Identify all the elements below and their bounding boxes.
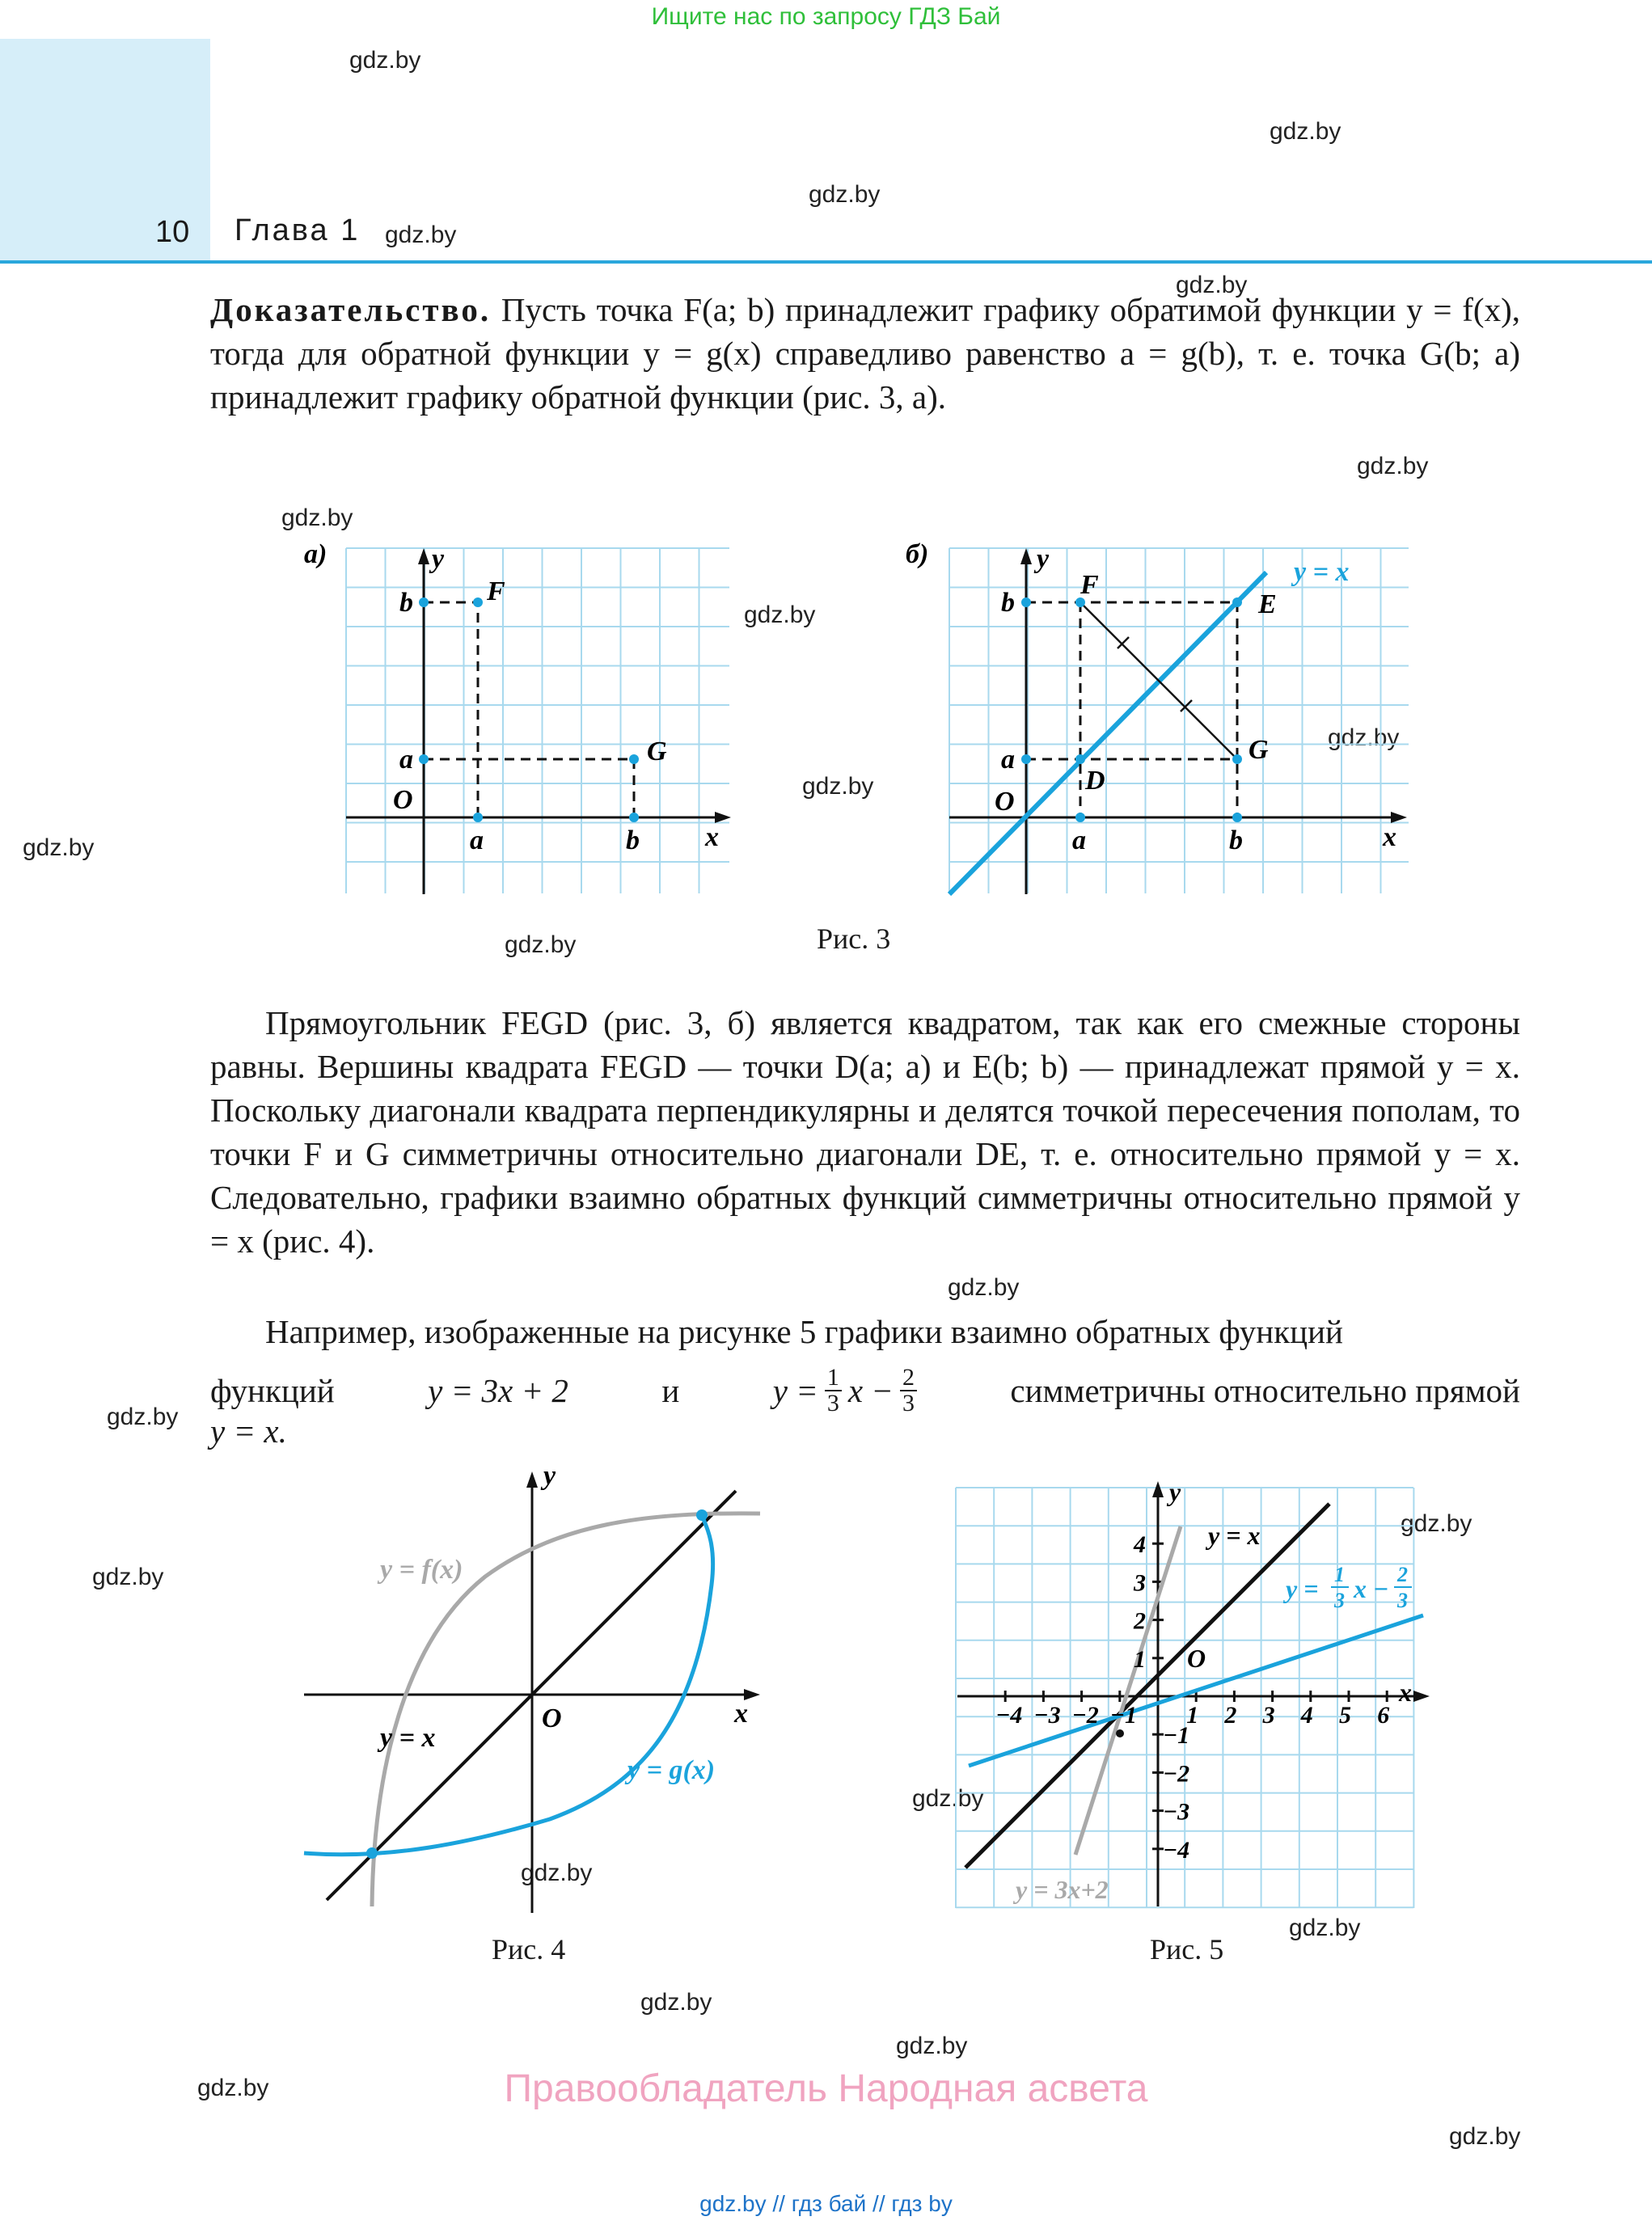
- fig4-line-label: y = x: [380, 1723, 436, 1753]
- fig5-x-tick-label: 4: [1300, 1701, 1313, 1729]
- figure-3a: [304, 538, 741, 902]
- fig5-y-label: y: [1169, 1477, 1181, 1506]
- fig5-blue-num2: 2: [1397, 1563, 1408, 1586]
- figure-3b: [906, 538, 1423, 902]
- watermark: gdz.by: [1270, 118, 1341, 145]
- example-paragraph-line3: y = x.: [210, 1412, 287, 1450]
- example-paragraph-line2: [210, 1358, 1520, 1423]
- fig5-x-tick-label: 2: [1224, 1701, 1237, 1729]
- watermark: gdz.by: [521, 1860, 593, 1886]
- fig5-x-label: x: [1399, 1678, 1412, 1707]
- fig3-caption: Рис. 3: [817, 923, 891, 955]
- figure-5: [954, 1477, 1439, 1932]
- fig3a-ytick-a: a: [399, 745, 413, 775]
- fraction-den: 3: [902, 1390, 915, 1416]
- fig4-caption: Рис. 4: [492, 1933, 566, 1965]
- fig3b-xtick-b: b: [1229, 825, 1243, 855]
- example-paragraph-line1: Например, изображенные на рисунке 5 графики взаимно обратных функций: [265, 1313, 1343, 1350]
- fraction-num: 1: [825, 1366, 842, 1391]
- watermark: gdz.by: [92, 1564, 164, 1590]
- page-number: 10: [155, 215, 190, 249]
- fig3a-y-label: y: [432, 544, 445, 574]
- watermark: gdz.by: [640, 1989, 712, 2016]
- fig3a-label: а): [304, 539, 327, 569]
- fig5-line-label: y = x: [1208, 1521, 1261, 1550]
- watermark: gdz.by: [197, 2075, 269, 2101]
- watermark: gdz.by: [802, 773, 874, 800]
- fig5-gray-label: y = 3x+2: [1016, 1875, 1109, 1904]
- watermark: gdz.by: [23, 834, 95, 861]
- fig5-x-tick-label: −3: [1033, 1701, 1061, 1729]
- proof-lead: Доказательство.: [210, 291, 492, 328]
- fig4-f-label: y = f(x): [380, 1555, 463, 1585]
- fig5-x-tick-label: 3: [1262, 1701, 1275, 1729]
- formula-f2-mid: x −: [847, 1372, 894, 1409]
- fig5-y-tick-label: −4: [1163, 1836, 1190, 1864]
- fig3a-F: F: [487, 576, 505, 606]
- fig5-x-tick-label: −4: [995, 1701, 1023, 1729]
- fig5-x-tick-label: −1: [1109, 1701, 1137, 1729]
- copyright-owner: Правообладатель Народная асвета: [504, 2067, 1148, 2110]
- fraction-1-3: [825, 1366, 842, 1416]
- watermark: gdz.by: [896, 2033, 968, 2059]
- proof-paragraph: [210, 288, 1520, 419]
- fig3b-x-label: x: [1383, 822, 1396, 852]
- fig5-origin: O: [1187, 1644, 1206, 1673]
- top-banner: Ищите нас по запросу ГДЗ Бай: [651, 3, 1001, 30]
- fig3b-origin: O: [995, 787, 1015, 817]
- fig5-x-tick-label: 1: [1186, 1701, 1199, 1729]
- fig5-y-tick-label: −3: [1163, 1798, 1190, 1826]
- word-functions: функций: [210, 1372, 335, 1409]
- fig3a-x-label: x: [705, 822, 719, 852]
- square-paragraph: Прямоугольник FEGD (рис. 3, б) является квадратом, так как его смежные стороны равны. Вершины квадрата FEGD — точки D(a; a) и E(b; b) — принадлежат прямой y = x. Поскольку диагонали квадрата перпендикулярны и делятся точкой пересечения пополам, то точки F и G симметричны относительно диагонали DE, т. е. относительно прямой y = x. Следовательно, графики взаимно обратных функций симметричны относительно прямой y = x (рис. 4).: [210, 1004, 1520, 1260]
- fig3b-ytick-a: a: [1001, 745, 1015, 775]
- fig5-y-tick-label: 1: [1134, 1645, 1146, 1673]
- fig5-y-tick-label: −1: [1163, 1722, 1190, 1750]
- fig3b-G: G: [1249, 735, 1269, 765]
- watermark: gdz.by: [349, 47, 421, 74]
- fig5-caption: Рис. 5: [1150, 1933, 1224, 1965]
- fraction-den: 3: [826, 1390, 839, 1416]
- watermark: gdz.by: [505, 931, 577, 958]
- fig5-blue-lhs: y =: [1286, 1574, 1319, 1603]
- fig3a-ytick-b: b: [399, 588, 413, 618]
- fig3b-y-label: y: [1037, 544, 1050, 574]
- fig3b-E: E: [1258, 589, 1277, 619]
- fig5-blue-den2: 3: [1397, 1589, 1408, 1612]
- fig4-origin: O: [542, 1704, 562, 1733]
- fig3a-G: G: [647, 737, 667, 766]
- watermark: gdz.by: [744, 602, 816, 628]
- fig5-x-tick-label: 5: [1339, 1701, 1351, 1729]
- fig5-blue-mid: x −: [1354, 1574, 1389, 1603]
- watermark: gdz.by: [809, 181, 881, 208]
- fig5-blue-num1: 1: [1334, 1563, 1345, 1586]
- watermark: gdz.by: [1449, 2123, 1521, 2150]
- word-and: и: [661, 1372, 680, 1409]
- fig4-x-label: x: [734, 1699, 748, 1729]
- footer-links[interactable]: gdz.by // гдз бай // гдз by: [699, 2191, 953, 2216]
- watermark: gdz.by: [385, 222, 457, 248]
- watermark: gdz.by: [1357, 453, 1429, 479]
- figure-4: [299, 1463, 768, 1916]
- fig3b-label: б): [906, 539, 929, 569]
- fig3a-xtick-b: b: [626, 825, 640, 855]
- fig3b-D: D: [1085, 766, 1105, 796]
- fig3b-line-label: y = x: [1294, 557, 1350, 587]
- watermark: gdz.by: [948, 1274, 1020, 1301]
- watermark: gdz.by: [281, 505, 353, 531]
- fig5-y-tick-label: −2: [1163, 1760, 1190, 1788]
- fig5-y-tick-label: 4: [1134, 1531, 1146, 1559]
- fraction-num: 2: [900, 1366, 917, 1391]
- fig5-x-tick-label: −2: [1071, 1701, 1099, 1729]
- watermark: gdz.by: [912, 1785, 984, 1812]
- fig3b-ytick-b: b: [1001, 588, 1015, 618]
- fig5-x-tick-label: 6: [1377, 1701, 1390, 1729]
- fig3b-xtick-a: a: [1072, 825, 1086, 855]
- fig5-y-tick-label: 2: [1134, 1607, 1146, 1635]
- formula-f2: [773, 1366, 917, 1416]
- watermark: gdz.by: [107, 1404, 179, 1430]
- fig4-y-label: y: [543, 1461, 556, 1491]
- fig3a-xtick-a: a: [470, 825, 484, 855]
- fig4-g-label: y = g(x): [627, 1755, 716, 1785]
- watermark: gdz.by: [1289, 1915, 1361, 1941]
- proof-text: Пусть точка F(a; b) принадлежит графику обратимой функции y = f(x), тогда для обратной функции y = g(x) справедливо равенство a = g(b), т. е. точка G(b; a) принадлежит графику обратной функции (рис. 3, а).: [210, 291, 1520, 416]
- chapter-title: Глава 1: [234, 213, 361, 247]
- fig3b-F: F: [1080, 570, 1099, 600]
- formula-f2-lhs: y =: [772, 1372, 818, 1409]
- example-paragraph-end: симметричны относительно прямой: [1010, 1372, 1520, 1409]
- fig5-y-tick-label: 3: [1134, 1569, 1146, 1597]
- watermark: gdz.by: [1328, 724, 1400, 751]
- watermark: gdz.by: [1176, 272, 1248, 298]
- formula-f1: y = 3x + 2: [428, 1372, 568, 1409]
- watermark: gdz.by: [1401, 1510, 1472, 1537]
- fig3a-origin: O: [393, 785, 413, 815]
- fig5-blue-label: [1282, 1563, 1412, 1612]
- header-rule: [0, 260, 1652, 264]
- fig5-blue-den1: 3: [1334, 1589, 1345, 1612]
- fraction-2-3: [900, 1366, 917, 1416]
